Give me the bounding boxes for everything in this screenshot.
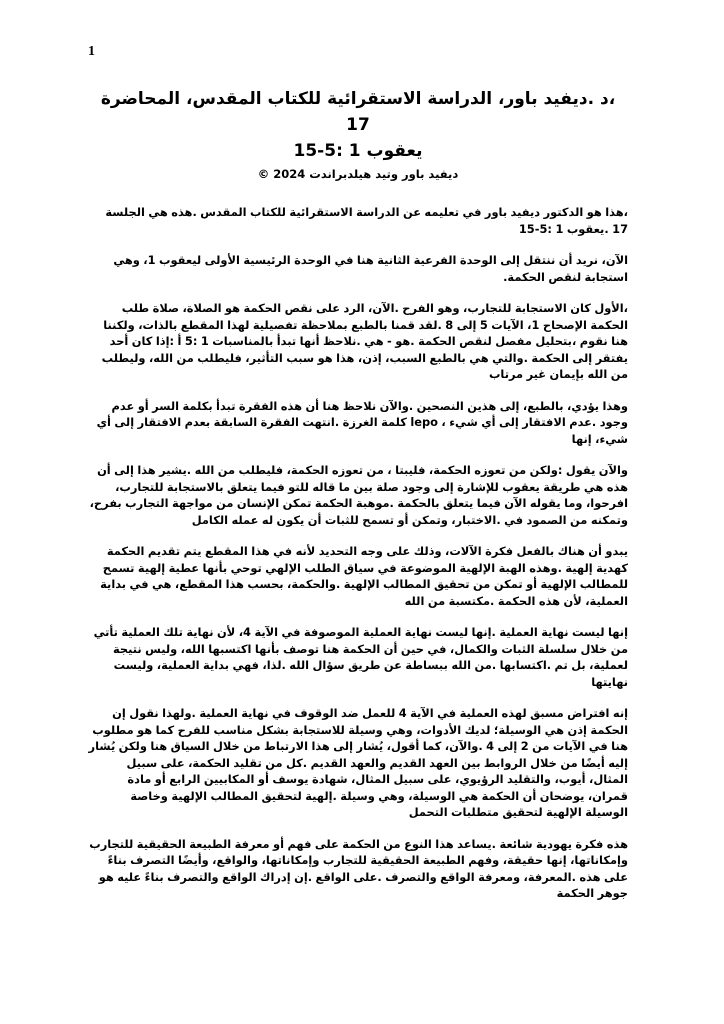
title-line-1: ،د .ديفيد باور، الدراسة الاستقرائية للكتاب المقدس، المحاضرة 17 bbox=[100, 89, 616, 135]
paragraph: يبدو أن هناك بالفعل فكرة الآلات، وذلك على وجه التحديد لأنه في هذا المقطع يتم تقديم الحكمة كهدية إلهية .وهذه الهبة الإلهية الموضوعة في سياق الطلب الإلهي توحي بأنها عطية إلهية تسمح للمطالب الإلهية أو تمكن من تحقيق المطالب الإلهية .والحكمة، بحسب هذا المقطع، هي في بداية العملية، لأن هذه الحكمة .مكتسبة من الله bbox=[100, 544, 628, 608]
document-body bbox=[88, 86, 628, 917]
page-number: 1 bbox=[88, 44, 95, 59]
paragraph: ،هذا هو الدكتور ديفيد باور في تعليمه عن الدراسة الاستقرائية للكتاب المقدس .هذه هي الجلسة 17 .يعقوب 1 :5-15 bbox=[105, 205, 628, 236]
copyright-line: ديفيد باور وتيد هيلدبراندت 2024 © bbox=[257, 167, 459, 181]
paragraph: إنها ليست نهاية العملية .إنها ليست نهاية العملية الموصوفة في الآية 4، لأن نهاية تلك العملية تأتي من خلال سلسلة الثبات والكمال، في حين أن الحكمة هنا توصف بأنها اكتسبها الله، وليس نتيجة لعملية، بل تم .اكتسابها .من الله ببساطة عن طريق سؤال الله .لذا، فهي بداية العملية، وليست نهايتها bbox=[93, 625, 628, 689]
paragraph: الآن، نريد أن ننتقل إلى الوحدة الفرعية الثانية هنا في الوحدة الرئيسية الأولى ليعقوب 1، وهي استجابة لنقص الحكمة. bbox=[113, 253, 628, 284]
lecture-title bbox=[88, 86, 628, 164]
paragraph: إنه افتراض مسبق لهذه العملية في الآية 4 للعمل ضد الوقوف في نهاية العملية .ولهذا نقول إن الحكمة إذن هي الوسيلة؛ لديك الأدوات، وهي وسيلة للاستجابة بشكل مناسب للفرح كما هو مطلوب هنا في الآيات من 2 إلى 4 .والآن، كما أقول، يُشار إلى هذا الارتباط من خلال السياق هنا ولكن يُشار إليه أيضًا من خلال الروابط بين العهد القديم والعهد القديم .كل من تقليد الحكمة، على سبيل المثال، أيوب، والتقليد الرؤيوي، على سبيل المثال، شهادة يوسف أو المكابيين الرابع أو مادة قمران، يوضحان أن الحكمة هي الوسيلة، وهي وسيلة .إلهية لتحقيق المطالب الإلهية وخاصة الوسيلة الإلهية لتحقيق متطلبات التحمل bbox=[88, 706, 628, 819]
title-line-2: يعقوب 1 :5-15 bbox=[293, 141, 423, 161]
paragraph: ،الأول كان الاستجابة للتجارب، وهو الفرح .الآن، الرد على نقص الحكمة هو الصلاة، صلاة طلب الحكمة الإصحاح 1، الآيات 5 إلى 8 .لقد قمنا بالطبع بملاحظة تفصيلية لهذا المقطع بالذات، ولكننا هنا نقوم ،بتحليل مفصل لنقص الحكمة .هو - هي .نلاحظ أنها تبدأ بالمناسبات 1 :5 أ :إذا كان أحد يفتقر إلى الحكمة .والتي هي بالطبع السبب، إذن، هذا هو سبب التأثير، فليطلب من الله، وليطلب من الله بإيمان غير مرتاب bbox=[101, 301, 628, 381]
paragraph: وهذا يؤدي، بالطبع، إلى هذين النصحين .والآن نلاحظ هنا أن هذه الفقرة تبدأ بكلمة السر أو عدم وجود .عدم الافتقار إلى أي شيء ، lepo كلمة الغرزة .انتهت الفقرة السابقة بعدم الافتقار إلى أي شيء، إنها bbox=[96, 398, 628, 446]
paragraph: والآن يقول :ولكن من تعوزه الحكمة، فليبتا ، من تعوزه الحكمة، فليطلب من الله .يشير هذا إلى أن هذه هي طريقة يعقوب للإشارة إلى وجود صلة بين ما قاله للتو فيما يتعلق بالاستجابة للتجارب، افرحوا، وما يقوله الآن فيما يتعلق بالحكمة .موهبة الحكمة تمكن الإنسان من مواجهة التجارب بفرح، وتمكنه من الصمود في .الاختبار، وتمكن أو تسمح للثبات أن يكون له عمله الكامل bbox=[89, 463, 628, 527]
paragraph: هذه فكرة يهودية شائعة .يساعد هذا النوع من الحكمة على فهم أو معرفة الطبيعة الحقيقية للتجارب وإمكاناتها، إنها حقيقة، وفهم الطبيعة الحقيقية للتجارب وإمكاناتها، والواقع، وأيضًا التصرف بناءً على هذه .المعرفة، ومعرفة الواقع والتصرف .على الواقع .إن إدراك الواقع والتصرف بناءً عليه هو جوهر الحكمة bbox=[89, 836, 628, 900]
